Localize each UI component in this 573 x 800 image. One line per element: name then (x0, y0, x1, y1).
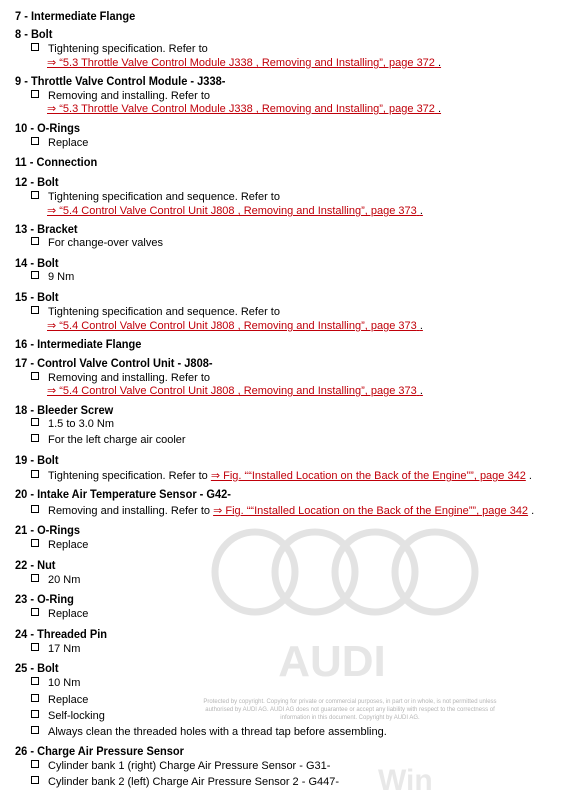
item-26-bullet-1: Cylinder bank 1 (right) Charge Air Pressure Sensor - G31- (31, 760, 330, 772)
item-10-title: 10 - O-Rings (15, 121, 81, 135)
item-11-title: 11 - Connection (15, 155, 98, 169)
item-24-bullet: 17 Nm (31, 643, 80, 655)
item-20-bullet: Removing and installing. Refer to ⇒ Fig. ““Installed Location on the Back of the Engine””, page 342 . (31, 504, 534, 517)
item-20-link[interactable]: ⇒ Fig. ““Installed Location on the Back of the Engine””, page 342 (213, 505, 529, 517)
item-8-bullet: Tightening specification. Refer to (31, 43, 208, 55)
checkbox-icon (31, 434, 39, 442)
checkbox-icon (31, 306, 39, 314)
checkbox-icon (31, 505, 39, 513)
item-9-bullet: Removing and installing. Refer to (31, 90, 210, 102)
item-8-link[interactable]: ⇒ “5.3 Throttle Valve Control Module J338 , Removing and Installing”, page 372 . (47, 57, 442, 69)
item-21-bullet: Replace (31, 539, 88, 551)
item-15-title: 15 - Bolt (15, 290, 59, 304)
item-10-bullet: Replace (31, 137, 88, 149)
checkbox-icon (31, 137, 39, 145)
item-16-title: 16 - Intermediate Flange (15, 337, 142, 351)
checkbox-icon (31, 608, 39, 616)
item-19-bullet: Tightening specification. Refer to ⇒ Fig. ““Installed Location on the Back of the Engine””, page 342 . (31, 469, 532, 482)
item-12-bullet: Tightening specification and sequence. Refer to (31, 191, 280, 203)
checkbox-icon (31, 237, 39, 245)
item-18-bullet-1: 1.5 to 3.0 Nm (31, 418, 114, 430)
item-17-link[interactable]: ⇒ “5.4 Control Valve Control Unit J808 , Removing and Installing”, page 373 . (47, 385, 423, 397)
item-12-link[interactable]: ⇒ “5.4 Control Valve Control Unit J808 , Removing and Installing”, page 373 . (47, 205, 423, 217)
audi-wordmark: AUDI (278, 637, 386, 686)
corner-watermark: Win (378, 764, 433, 797)
checkbox-icon (31, 372, 39, 380)
item-9-link[interactable]: ⇒ “5.3 Throttle Valve Control Module J338 , Removing and Installing”, page 372 . (47, 103, 442, 115)
checkbox-icon (31, 710, 39, 718)
item-13-title: 13 - Bracket (15, 222, 78, 236)
checkbox-icon (31, 677, 39, 685)
checkbox-icon (31, 694, 39, 702)
item-14-bullet: 9 Nm (31, 271, 74, 283)
checkbox-icon (31, 726, 39, 734)
checkbox-icon (31, 470, 39, 478)
item-12-title: 12 - Bolt (15, 175, 59, 189)
item-15-bullet: Tightening specification and sequence. Refer to (31, 306, 280, 318)
item-25-bullet-1: 10 Nm (31, 677, 80, 689)
checkbox-icon (31, 43, 39, 51)
item-17-bullet: Removing and installing. Refer to (31, 372, 210, 384)
item-26-bullet-2: Cylinder bank 2 (left) Charge Air Pressure Sensor 2 - G447- (31, 776, 339, 788)
item-22-bullet: 20 Nm (31, 574, 80, 586)
item-23-bullet: Replace (31, 608, 88, 620)
checkbox-icon (31, 90, 39, 98)
checkbox-icon (31, 776, 39, 784)
item-7-title: 7 - Intermediate Flange (15, 9, 136, 23)
item-23-title: 23 - O-Ring (15, 592, 74, 606)
checkbox-icon (31, 418, 39, 426)
copyright-notice: Protected by copyright. Copying for private or commercial purposes, in part or in whole, is not permitted unless authorised by AUDI AG. AUDI AG does not guarantee or accept any liability with respect to the correctness of information in this document. Copyright by AUDI AG. (203, 699, 497, 721)
item-9-title: 9 - Throttle Valve Control Module - J338- (15, 74, 226, 88)
item-26-title: 26 - Charge Air Pressure Sensor (15, 744, 184, 758)
item-24-title: 24 - Threaded Pin (15, 627, 108, 641)
item-25-bullet-4: Always clean the threaded holes with a thread tap before assembling. (31, 726, 387, 738)
item-22-title: 22 - Nut (15, 558, 56, 572)
item-8-title: 8 - Bolt (15, 27, 53, 41)
checkbox-icon (31, 191, 39, 199)
item-25-title: 25 - Bolt (15, 661, 59, 675)
checkbox-icon (31, 271, 39, 279)
item-15-link[interactable]: ⇒ “5.4 Control Valve Control Unit J808 , Removing and Installing”, page 373 . (47, 320, 423, 332)
item-20-title: 20 - Intake Air Temperature Sensor - G42- (15, 487, 231, 501)
checkbox-icon (31, 643, 39, 651)
item-18-title: 18 - Bleeder Screw (15, 403, 114, 417)
item-19-link[interactable]: ⇒ Fig. ““Installed Location on the Back of the Engine””, page 342 (210, 470, 526, 482)
item-19-title: 19 - Bolt (15, 453, 59, 467)
item-25-bullet-3: Self-locking (31, 710, 105, 722)
item-21-title: 21 - O-Rings (15, 523, 81, 537)
item-25-bullet-2: Replace (31, 694, 88, 706)
checkbox-icon (31, 539, 39, 547)
item-14-title: 14 - Bolt (15, 256, 59, 270)
checkbox-icon (31, 574, 39, 582)
item-17-title: 17 - Control Valve Control Unit - J808- (15, 356, 213, 370)
item-13-bullet: For change-over valves (31, 237, 163, 249)
item-18-bullet-2: For the left charge air cooler (31, 434, 186, 446)
checkbox-icon (31, 760, 39, 768)
